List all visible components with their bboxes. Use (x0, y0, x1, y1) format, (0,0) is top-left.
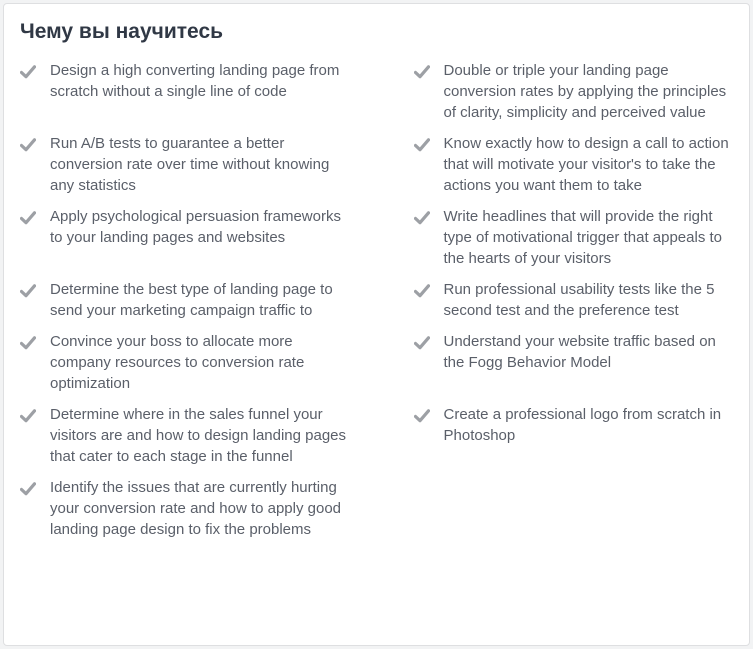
learn-item-text: Identify the issues that are currently hurting your conversion rate and how to apply good landing page design to fix the problems (50, 479, 342, 538)
checkmark-icon (20, 284, 36, 298)
learn-item (378, 331, 736, 404)
checkmark-icon (414, 284, 430, 298)
learn-item (20, 60, 378, 133)
learn-row (20, 477, 735, 550)
learn-item (20, 133, 378, 206)
checkmark-icon (414, 409, 430, 423)
checkmark-icon (20, 409, 36, 423)
learn-item (378, 60, 736, 133)
learn-row (20, 404, 735, 477)
learn-item-text: Apply psychological persuasion frameworks to your landing pages and websites (50, 208, 341, 246)
learn-item-text: Write headlines that will provide the right type of motivational trigger that appeals to the hearts of your visitors (443, 208, 722, 267)
learn-item-text: Understand your website traffic based on the Fogg Behavior Model (443, 333, 716, 371)
learn-item (20, 279, 378, 331)
checkmark-icon (414, 336, 430, 350)
section-title: Чему вы научитесь (20, 20, 224, 43)
learn-item (20, 206, 378, 279)
learn-item (20, 404, 378, 477)
empty-cell (378, 477, 736, 550)
what-you-will-learn-card (3, 3, 750, 646)
learn-item (20, 331, 378, 404)
checkmark-icon (414, 211, 430, 225)
checkmark-icon (20, 482, 36, 496)
learn-row (20, 60, 735, 133)
learn-item (378, 404, 736, 477)
learn-item (378, 133, 736, 206)
checkmark-icon (414, 65, 430, 79)
checkmark-icon (414, 138, 430, 152)
learn-item (20, 477, 378, 550)
learn-item-text: Run A/B tests to guarantee a better conversion rate over time without knowing any statistics (50, 135, 330, 194)
learn-row (20, 331, 735, 404)
checkmark-icon (20, 65, 36, 79)
learn-item-text: Design a high converting landing page from scratch without a single line of code (50, 62, 340, 100)
learn-row (20, 279, 735, 331)
checkmark-icon (20, 336, 36, 350)
learn-item (378, 206, 736, 279)
learn-row (20, 206, 735, 279)
learn-item-text: Double or triple your landing page conversion rates by applying the principles of clarity, simplicity and perceived value (443, 62, 727, 121)
checkmark-icon (20, 138, 36, 152)
learn-item-text: Create a professional logo from scratch in Photoshop (443, 406, 722, 444)
learn-item (378, 279, 736, 331)
learn-item-text: Run professional usability tests like the 5 second test and the preference test (443, 281, 715, 319)
learn-item-text: Know exactly how to design a call to action that will motivate your visitor's to take the actions you want them to take (443, 135, 729, 194)
learn-grid (20, 60, 735, 550)
learn-item-text: Convince your boss to allocate more company resources to conversion rate optimization (50, 333, 305, 392)
checkmark-icon (20, 211, 36, 225)
learn-item-text: Determine where in the sales funnel your visitors are and how to design landing pages that cater to each stage in the funnel (50, 406, 347, 465)
learn-item-text: Determine the best type of landing page to send your marketing campaign traffic to (50, 281, 333, 319)
learn-row (20, 133, 735, 206)
